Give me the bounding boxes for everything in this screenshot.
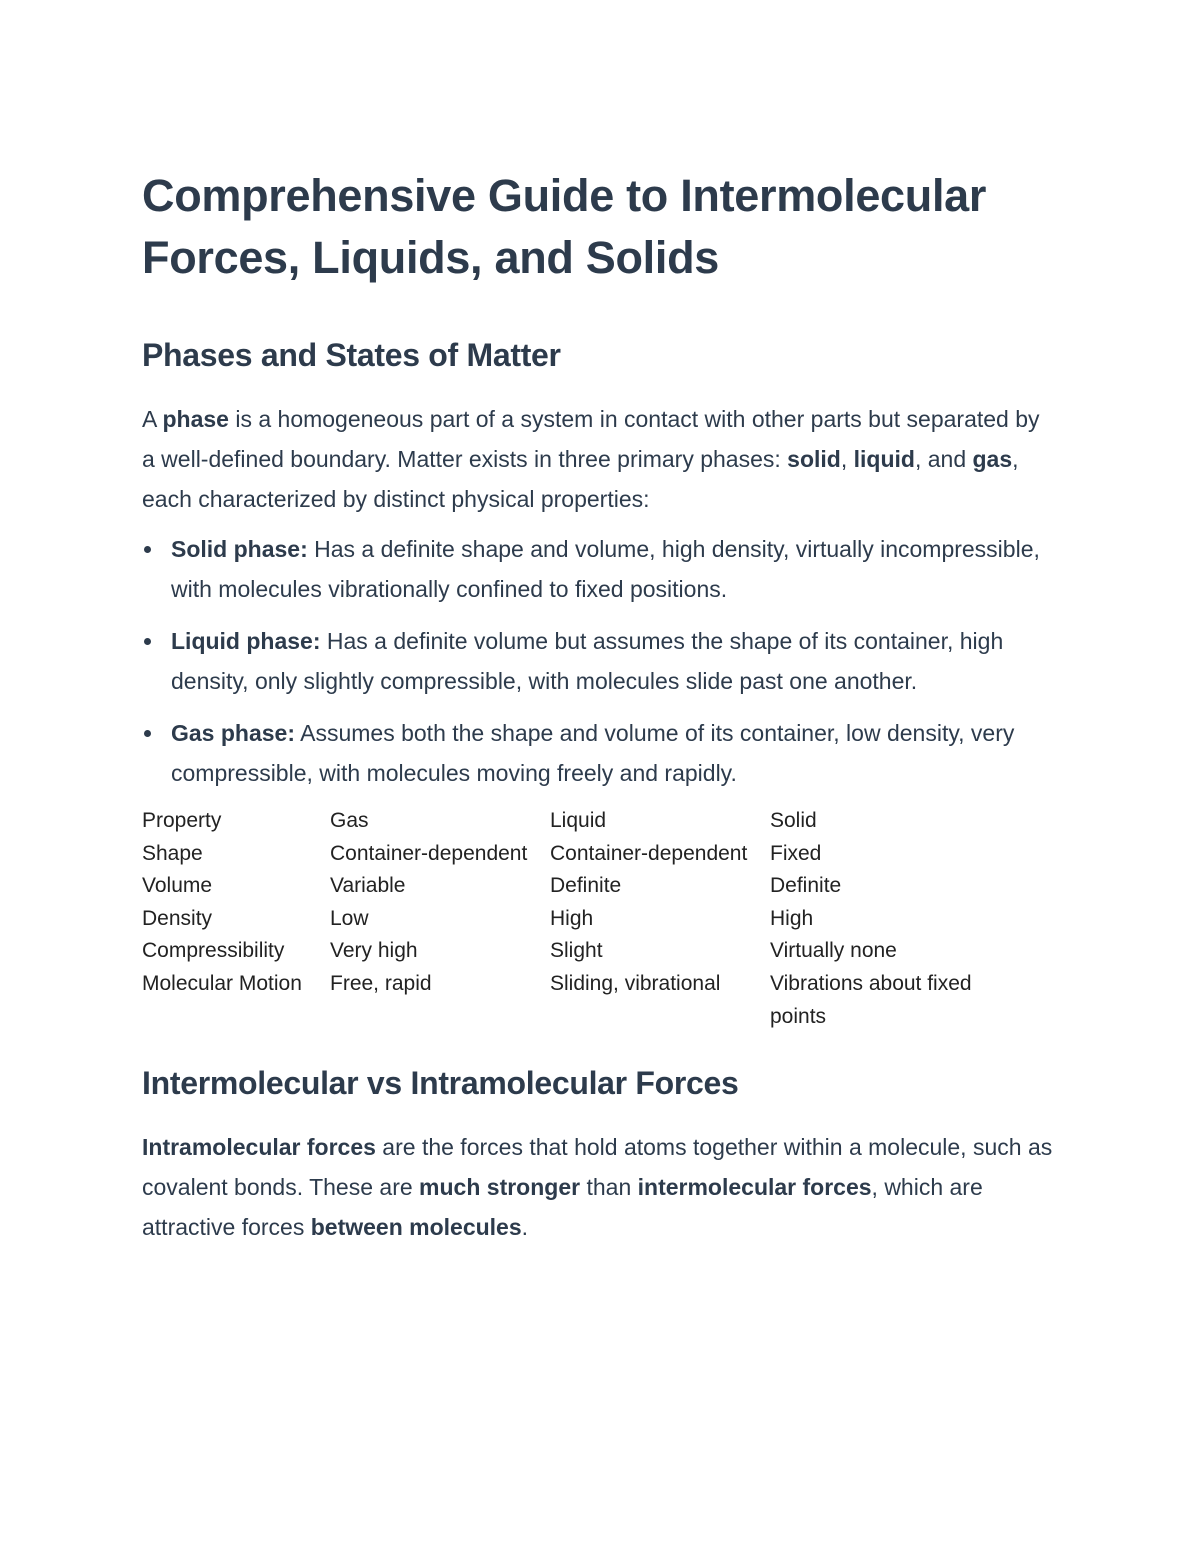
bold-term: phase [162,406,229,432]
table-cell: High [770,906,814,930]
table-header-row [142,805,1030,838]
table-cell: Container-dependent [550,841,748,865]
document [142,165,1057,1257]
table-cell: Very high [330,939,418,963]
bullet-term: Solid phase: [171,536,308,562]
bullet-term: Liquid phase: [171,628,321,654]
text: A [142,406,163,432]
table-cell: Vibrations about fixed points [770,971,972,1028]
table-cell: Sliding, vibrational [550,971,721,995]
table-cell: Fixed [770,841,822,865]
table-row [142,870,1030,903]
list-item [142,529,1057,609]
table-cell: Container-dependent [330,841,528,865]
text: , which are attractive forces [142,1174,983,1241]
table-cell: Virtually none [770,939,897,963]
phase-properties-table [142,805,1030,1033]
bullet-text: Has a definite shape and volume, high density, virtually incompressible, with molecules vibrationally confined to fixed positions. [171,536,1040,602]
bold-term: solid [787,446,841,472]
bold-term: Intramolecular forces [142,1134,376,1161]
text: than [580,1174,638,1201]
table-cell: Definite [770,874,842,898]
table-header: Solid [770,809,817,832]
table-row [142,838,1030,871]
table-row [142,935,1030,968]
table-cell: Molecular Motion [142,971,302,995]
bold-term: intermolecular forces [637,1174,872,1201]
table-cell: Compressibility [142,939,285,963]
table-cell: Density [142,906,213,930]
section-heading-forces: Intermolecular vs Intramolecular Forces [142,1065,739,1102]
table-row [142,968,1030,1033]
table-cell: Slight [550,939,603,963]
bold-term: much stronger [419,1174,581,1201]
table-cell: Definite [550,874,622,898]
table-header: Property [142,809,222,832]
table-header: Gas [330,809,369,832]
bold-term: liquid [853,446,915,472]
bold-term: gas [972,446,1013,472]
text: are the forces that hold atoms together within a molecule, such as covalent bonds. These are [142,1134,1053,1201]
forces-paragraph [142,1127,1057,1247]
bullet-term: Gas phase: [171,720,295,746]
table-cell: Low [330,906,369,930]
table-cell: Shape [142,841,203,865]
text: is a homogeneous part of a system in contact with other parts but separated by a well-defined boundary. Matter exists in three primary phases: [142,406,1040,472]
list-item [142,713,1057,793]
document-title: Comprehensive Guide to Intermolecular Forces, Liquids, and Solids [142,170,987,283]
table-cell: Volume [142,874,213,898]
bullet-text: Has a definite volume but assumes the shape of its container, high density, only slightly compressible, with molecules slide past one another. [171,628,1004,694]
text: , each characterized by distinct physical properties: [142,446,1019,512]
table-cell: Variable [330,874,406,898]
table-header: Liquid [550,809,607,832]
bold-term: between molecules [310,1214,522,1241]
table-cell: High [550,906,594,930]
text: , and [914,446,973,472]
text: , [840,446,854,472]
list-item [142,621,1057,701]
bullet-text: Assumes both the shape and volume of its container, low density, very compressible, with molecules moving freely and rapidly. [171,720,1015,786]
phase-intro-paragraph [142,399,1057,519]
phase-list [142,529,1057,793]
section-heading-phases: Phases and States of Matter [142,337,561,373]
text: . [521,1214,529,1241]
table-row [142,903,1030,936]
table-cell: Free, rapid [330,971,432,995]
